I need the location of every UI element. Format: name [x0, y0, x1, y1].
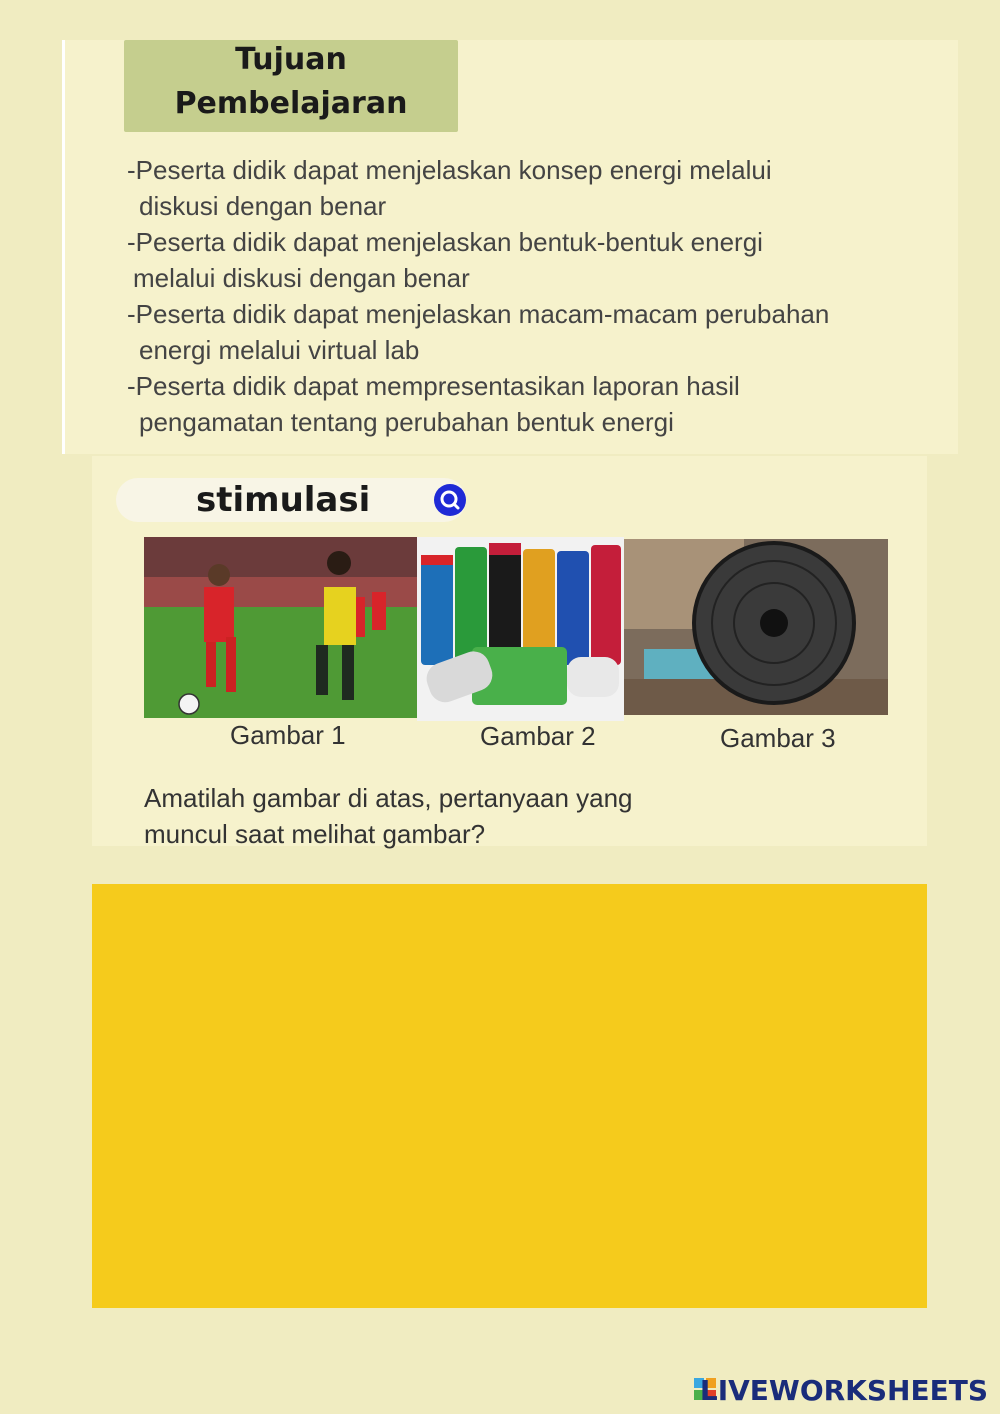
objective-line-continued: diskusi dengan benar	[139, 191, 387, 221]
answer-text-area[interactable]	[92, 884, 927, 1308]
liveworksheets-logo: LIVEWORKSHEETS	[699, 1374, 988, 1407]
image-caption: Gambar 3	[720, 723, 836, 753]
electric-fan-photo	[624, 539, 888, 715]
objective-item	[127, 224, 917, 296]
image-caption: Gambar 1	[230, 720, 346, 750]
image-caption: Gambar 2	[480, 721, 596, 751]
soccer-players-photo	[144, 537, 417, 718]
question-line: muncul saat melihat gambar?	[144, 819, 486, 849]
objective-line: -Peserta didik dapat menjelaskan macam-macam perubahan	[127, 299, 830, 329]
search-icon	[434, 484, 466, 516]
objective-line-continued: melalui diskusi dengan benar	[133, 263, 470, 293]
batteries-photo	[417, 537, 624, 721]
objective-line-continued: pengamatan tentang perubahan bentuk energi	[139, 407, 674, 437]
objective-line: -Peserta didik dapat mempresentasikan laporan hasil	[127, 371, 740, 401]
objectives-title-line2: Pembelajaran	[174, 86, 408, 121]
objectives-title-box	[124, 40, 458, 132]
objective-line: -Peserta didik dapat menjelaskan konsep energi melalui	[127, 155, 772, 185]
question-line: Amatilah gambar di atas, pertanyaan yang	[144, 783, 633, 813]
objective-line: -Peserta didik dapat menjelaskan bentuk-bentuk energi	[127, 227, 763, 257]
stimulus-label: stimulasi	[196, 480, 371, 520]
objective-item	[127, 152, 917, 224]
objective-item	[127, 368, 917, 440]
objective-line-continued: energi melalui virtual lab	[139, 335, 420, 365]
objectives-title-line1: Tujuan	[235, 42, 347, 77]
objectives-list	[127, 152, 917, 440]
objective-item	[127, 296, 917, 368]
stimulus-question	[144, 780, 704, 852]
